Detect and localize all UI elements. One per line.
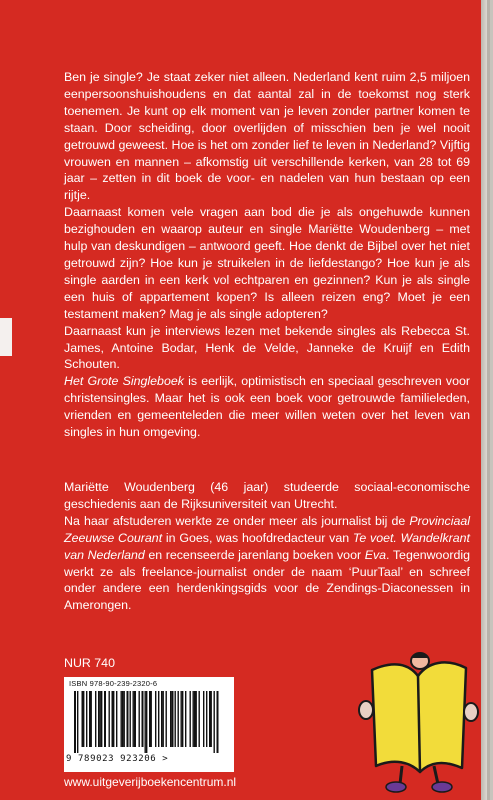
barcode-bar (155, 691, 156, 747)
author-paragraph-1: Mariëtte Woudenberg (46 jaar) studeerde sociaal-economische geschiedenis aan de Rijksuniversiteit van Utrecht. (64, 480, 470, 511)
barcode-bar (163, 691, 164, 747)
barcode-bar (170, 691, 171, 747)
barcode-bar (77, 691, 78, 753)
barcode-bar (91, 691, 92, 747)
barcode-bar (178, 691, 179, 747)
barcode-bar (214, 691, 215, 753)
barcode-bar (203, 691, 204, 747)
barcode-bar (133, 691, 134, 747)
barcode-bar (122, 691, 123, 747)
author-paragraph-2 (64, 513, 470, 614)
barcode-bar (127, 691, 129, 747)
publisher-url[interactable]: www.uitgeverijboekencentrum.nl (64, 775, 237, 789)
barcode-bar (181, 691, 182, 747)
barcode-bar (145, 691, 146, 753)
author-text-eva: Eva (364, 547, 387, 562)
barcode-bar (116, 691, 117, 747)
barcode-bar (98, 691, 99, 747)
barcode-bar (95, 691, 96, 747)
isbn-label: ISBN 978-90-239-2320-6 (69, 679, 158, 688)
barcode-bar (199, 691, 200, 747)
barcode-bar (196, 691, 197, 747)
barcode-bar (161, 691, 162, 747)
barcode-bar (101, 691, 102, 747)
barcode-bar (113, 691, 114, 747)
barcode-bar (211, 691, 212, 747)
barcode-bar (109, 691, 110, 747)
cover-tab (0, 318, 12, 356)
blurb-text (64, 69, 470, 441)
barcode-bar (193, 691, 194, 747)
author-text-e: en recenseerde jarenlang boeken voor (144, 547, 365, 562)
barcode-bar (86, 691, 87, 747)
author-text-a: Na haar afstuderen werkte ze onder meer als journalist bij de (64, 513, 410, 528)
barcode-bar (124, 691, 125, 747)
barcode-bar (166, 691, 167, 747)
barcode-bars (74, 691, 224, 753)
barcode-bar (142, 691, 144, 747)
barcode-bar (172, 691, 174, 747)
author-text-g: . Tegenwoordig werkt ze als freelance-journalist onder de naam ‘PuurTaal’ en schreef onder andere een herdenkingsgids voor de Zendings-Diaconessen in Amerongen. (64, 547, 471, 613)
barcode-bar (217, 691, 219, 753)
author-bio (64, 479, 470, 614)
barcode-bar (190, 691, 191, 747)
barcode-bar (158, 691, 159, 747)
barcode (64, 677, 234, 772)
barcode-bar (206, 691, 207, 747)
ean-number: 9 789023 923206 > (66, 754, 169, 764)
book-title: Het Grote Singleboek (64, 374, 184, 389)
author-text-c: in Goes, was hoofdredacteur van (162, 530, 353, 545)
barcode-bar (130, 691, 131, 747)
barcode-bar (121, 691, 122, 747)
barcode-bar (151, 691, 152, 747)
blurb-paragraph-1: Ben je single? Je staat zeker niet alleen. Nederland kent ruim 2,5 miljoen eenpersoonshuishoudens en dat aantal zal in de toekomst nog sterk toenemen. Je kunt op elk moment van je leven zonder partner komen te staan. Door scheiding, door overlijden of misschien ben je wel nooit getrouwd geweest. Hoe is het om zonder lief te leven in Nederland? Vijftig vrouwen en mannen – afkomstig uit verschillende kerken, van 28 tot 69 jaar – zetten in dit boek de voor- en nadelen van hun bestaan op een rijtje. (64, 70, 470, 203)
barcode-bar (100, 691, 101, 747)
barcode-bar (182, 691, 183, 747)
blurb-paragraph-3: Daarnaast kun je interviews lezen met bekende singles als Rebecca St. James, Antoine Bodar, Henk de Velde, Janneke de Kruijf en Edith Schouten. (64, 323, 470, 372)
barcode-bar (146, 691, 147, 753)
barcode-bar (139, 691, 140, 747)
blurb-paragraph-4-text: is eerlijk, optimistisch en speciaal geschreven voor christensingles. Maar het is ook een boek voor getrouwde familieleden, vrienden en gemeenteleden die meer willen weten over het leven van singles in hun omgeving. (64, 374, 471, 440)
barcode-bar (134, 691, 136, 747)
author-text-newspaper: Provinciaal Zeeuwse Courant (64, 513, 470, 545)
barcode-bar (175, 691, 176, 747)
blurb-paragraph-4 (64, 373, 470, 441)
barcode-bar (83, 691, 84, 747)
person-reading-newspaper-icon (354, 650, 484, 795)
barcode-bar (74, 691, 76, 753)
nur-code: NUR 740 (64, 656, 115, 670)
blurb-paragraph-2: Daarnaast komen vele vragen aan bod die je als ongehuwde kunnen bezighouden en waarop auteur en single Mariëtte Woudenberg – met hulp van deskundigen – antwoord geeft. Hoe denkt de Bijbel over het niet getrouwd zijn? Hoe kun je struikelen in de liefdestango? Hoe kun je als single aarden in een kerk vol echtparen en gezinnen? Kun je als single een huis of appartement kopen? Is alleen reizen eng? Moet je een testament maken? Mag je als single adopteren? (64, 205, 470, 321)
barcode-bar (104, 691, 106, 747)
author-text-magazine: Te voet. Wandelkrant van Nederland (64, 530, 470, 562)
barcode-bar (185, 691, 186, 747)
